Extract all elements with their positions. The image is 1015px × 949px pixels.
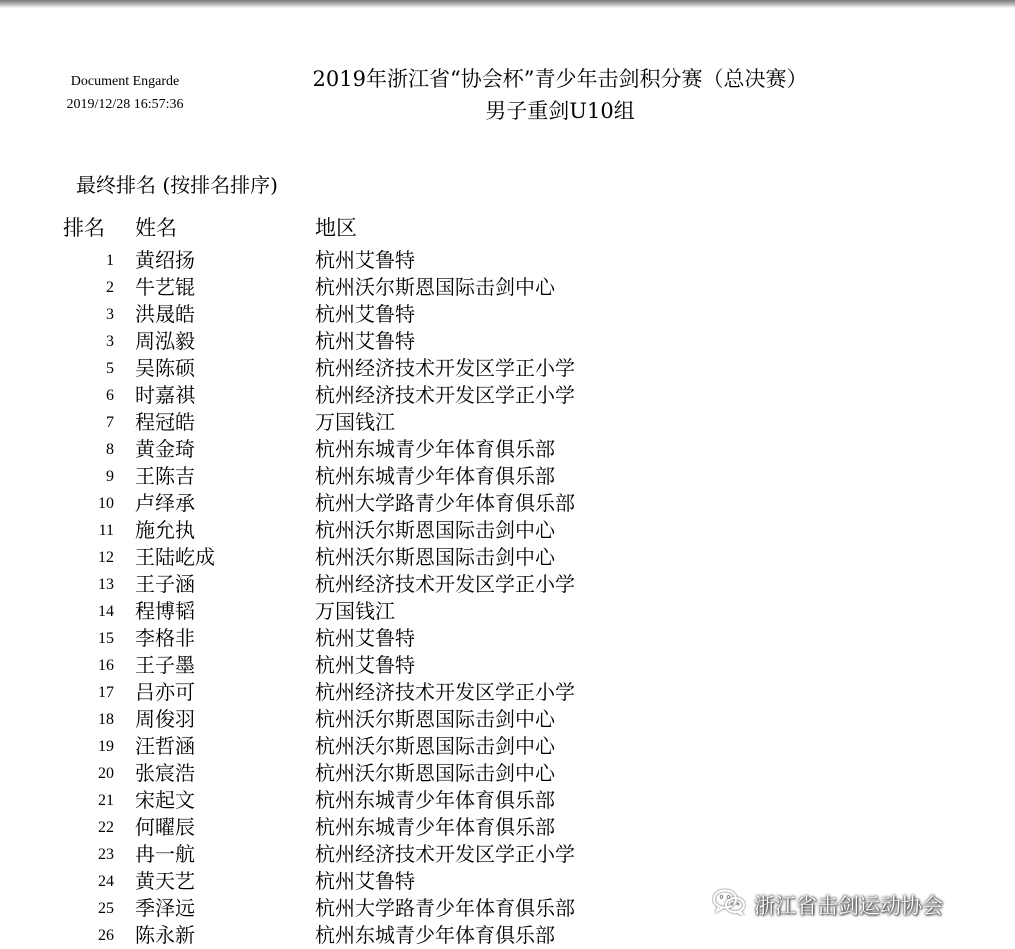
rank-cell: 17 xyxy=(98,684,114,701)
watermark xyxy=(712,888,943,921)
region-cell: 杭州沃尔斯恩国际击剑中心 xyxy=(315,761,555,785)
region-cell: 杭州沃尔斯恩国际击剑中心 xyxy=(315,545,555,569)
name-cell: 牛艺锟 xyxy=(135,275,195,299)
region-cell: 万国钱江 xyxy=(315,599,395,623)
table-row xyxy=(0,760,1015,787)
document-subtitle: 男子重剑U10组 xyxy=(485,99,635,123)
rank-cell: 9 xyxy=(106,468,114,485)
rank-cell: 6 xyxy=(106,387,114,404)
rank-cell: 13 xyxy=(98,576,114,593)
table-row xyxy=(0,355,1015,382)
region-cell: 杭州经济技术开发区学正小学 xyxy=(315,383,575,407)
wechat-icon xyxy=(712,888,746,921)
region-cell: 杭州沃尔斯恩国际击剑中心 xyxy=(315,707,555,731)
table-row xyxy=(0,733,1015,760)
rank-cell: 12 xyxy=(98,549,114,566)
rank-cell: 3 xyxy=(106,333,114,350)
rank-cell: 20 xyxy=(98,765,114,782)
document-title: 2019年浙江省“协会杯”青少年击剑积分赛（总决赛） xyxy=(312,67,808,91)
name-cell: 何曜辰 xyxy=(135,815,195,839)
rank-cell: 18 xyxy=(98,711,114,728)
rank-cell: 8 xyxy=(106,441,114,458)
name-cell: 汪哲涵 xyxy=(135,734,195,758)
title-block xyxy=(250,64,870,126)
name-cell: 王子涵 xyxy=(135,572,195,596)
region-cell: 杭州经济技术开发区学正小学 xyxy=(315,356,575,380)
rank-cell: 16 xyxy=(98,657,114,674)
region-cell: 杭州艾鲁特 xyxy=(315,869,415,893)
name-cell: 黄天艺 xyxy=(135,869,195,893)
region-cell: 杭州大学路青少年体育俱乐部 xyxy=(315,896,575,920)
table-row xyxy=(0,382,1015,409)
rank-cell: 2 xyxy=(106,279,114,296)
region-cell: 杭州东城青少年体育俱乐部 xyxy=(315,437,555,461)
page-top-border xyxy=(0,0,1015,8)
table-row xyxy=(0,598,1015,625)
region-cell: 杭州经济技术开发区学正小学 xyxy=(315,680,575,704)
table-row xyxy=(0,571,1015,598)
rank-cell: 22 xyxy=(98,819,114,836)
table-row xyxy=(0,463,1015,490)
app-name: Document Engarde xyxy=(70,74,180,89)
region-cell: 杭州大学路青少年体育俱乐部 xyxy=(315,491,575,515)
name-cell: 黄绍扬 xyxy=(135,248,195,272)
table-row xyxy=(0,301,1015,328)
table-row xyxy=(0,517,1015,544)
table-row xyxy=(0,328,1015,355)
table-row xyxy=(0,409,1015,436)
table-row xyxy=(0,841,1015,868)
table-row xyxy=(0,490,1015,517)
column-header-name: 姓名 xyxy=(135,216,177,240)
table-row xyxy=(0,652,1015,679)
rank-cell: 11 xyxy=(98,522,114,539)
name-cell: 周泓毅 xyxy=(135,329,195,353)
region-cell: 杭州艾鲁特 xyxy=(315,329,415,353)
table-row xyxy=(0,922,1015,949)
name-cell: 王陈吉 xyxy=(135,464,195,488)
region-cell: 杭州经济技术开发区学正小学 xyxy=(315,572,575,596)
region-cell: 杭州东城青少年体育俱乐部 xyxy=(315,788,555,812)
document-meta xyxy=(40,72,210,115)
table-row xyxy=(0,679,1015,706)
rank-cell: 21 xyxy=(98,792,114,809)
name-cell: 宋起文 xyxy=(135,788,195,812)
name-cell: 程冠皓 xyxy=(135,410,195,434)
name-cell: 洪晟皓 xyxy=(135,302,195,326)
rank-cell: 3 xyxy=(106,306,114,323)
print-timestamp: 2019/12/28 16:57:36 xyxy=(66,97,184,112)
name-cell: 王陆屹成 xyxy=(135,545,215,569)
name-cell: 周俊羽 xyxy=(135,707,195,731)
table-row xyxy=(0,814,1015,841)
table-row xyxy=(0,544,1015,571)
region-cell: 杭州艾鲁特 xyxy=(315,653,415,677)
rank-cell: 26 xyxy=(98,927,114,944)
name-cell: 李格非 xyxy=(135,626,195,650)
region-cell: 杭州艾鲁特 xyxy=(315,626,415,650)
rank-cell: 10 xyxy=(98,495,114,512)
table-row xyxy=(0,787,1015,814)
region-cell: 杭州沃尔斯恩国际击剑中心 xyxy=(315,518,555,542)
rank-cell: 19 xyxy=(98,738,114,755)
watermark-text: 浙江省击剑运动协会 xyxy=(754,893,943,918)
rank-cell: 7 xyxy=(106,414,114,431)
column-header-region: 地区 xyxy=(315,216,357,240)
name-cell: 冉一航 xyxy=(135,842,195,866)
region-cell: 杭州艾鲁特 xyxy=(315,302,415,326)
name-cell: 黄金琦 xyxy=(135,437,195,461)
name-cell: 王子墨 xyxy=(135,653,195,677)
section-heading: 最终排名 (按排名排序) xyxy=(76,173,278,197)
rank-cell: 5 xyxy=(106,360,114,377)
name-cell: 卢绎承 xyxy=(135,491,195,515)
region-cell: 杭州沃尔斯恩国际击剑中心 xyxy=(315,275,555,299)
name-cell: 吕亦可 xyxy=(135,680,195,704)
region-cell: 杭州东城青少年体育俱乐部 xyxy=(315,815,555,839)
table-row xyxy=(0,625,1015,652)
rank-cell: 24 xyxy=(98,873,114,890)
name-cell: 程博韬 xyxy=(135,599,195,623)
rank-cell: 15 xyxy=(98,630,114,647)
region-cell: 杭州东城青少年体育俱乐部 xyxy=(315,464,555,488)
name-cell: 季泽远 xyxy=(135,896,195,920)
name-cell: 施允执 xyxy=(135,518,195,542)
name-cell: 陈永新 xyxy=(135,923,195,947)
name-cell: 时嘉祺 xyxy=(135,383,195,407)
rank-cell: 1 xyxy=(106,252,114,269)
ranking-table xyxy=(0,247,1015,949)
name-cell: 张宸浩 xyxy=(135,761,195,785)
table-row xyxy=(0,247,1015,274)
region-cell: 杭州艾鲁特 xyxy=(315,248,415,272)
region-cell: 杭州东城青少年体育俱乐部 xyxy=(315,923,555,947)
region-cell: 杭州沃尔斯恩国际击剑中心 xyxy=(315,734,555,758)
rank-cell: 23 xyxy=(98,846,114,863)
name-cell: 吴陈硕 xyxy=(135,356,195,380)
table-row xyxy=(0,436,1015,463)
table-row xyxy=(0,706,1015,733)
table-row xyxy=(0,274,1015,301)
column-header-rank: 排名 xyxy=(63,216,105,240)
region-cell: 万国钱江 xyxy=(315,410,395,434)
rank-cell: 25 xyxy=(98,900,114,917)
rank-cell: 14 xyxy=(98,603,114,620)
region-cell: 杭州经济技术开发区学正小学 xyxy=(315,842,575,866)
